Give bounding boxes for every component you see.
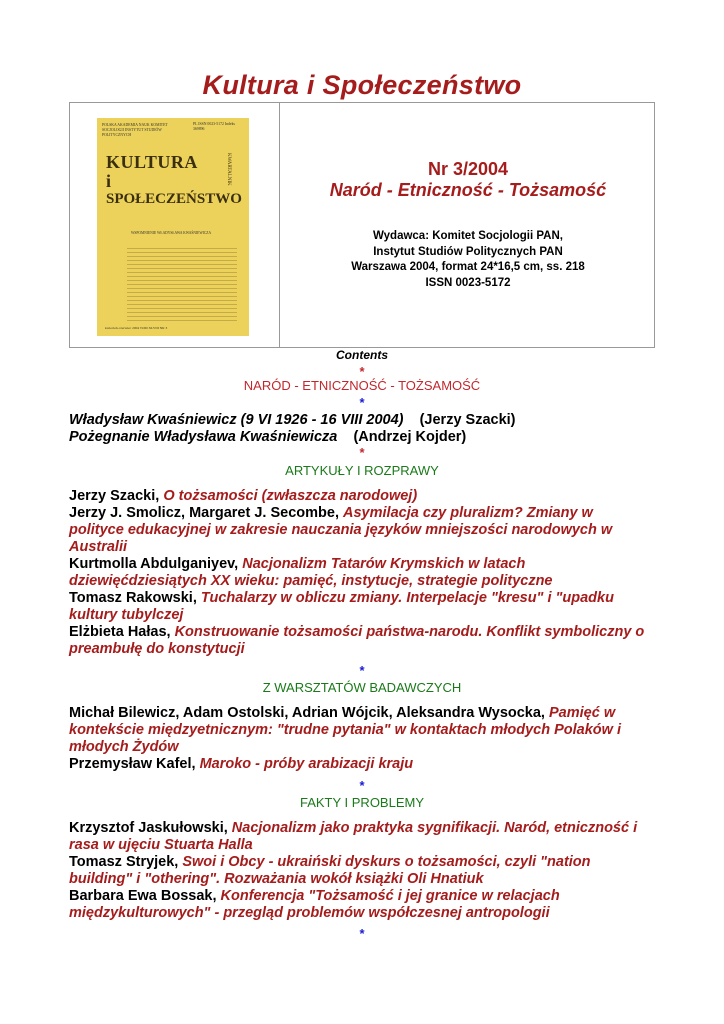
publisher-line: Warszawa 2004, format 24*16,5 cm, ss. 218 [351,261,585,273]
entry-title-cont: kontekście międzyetnicznym: "trudne pytania" w kontaktach młodych Polaków i [69,722,621,738]
issn-line: ISSN 0023-5172 [425,276,511,289]
entry-title-cont: dziewięćdziesiątych XX wieku: pamięć, instytucje, strategie polityczne [69,573,553,589]
memorial-entry [69,429,659,446]
separator-star: * [359,926,365,941]
article-entry [69,505,659,556]
entry-author: Jerzy J. Smolicz, Margaret J. Secombe, [69,505,344,521]
contents-label: Contents [336,348,388,362]
facts-entry [69,854,659,888]
article-entry [69,488,659,505]
publisher-line: Instytut Studiów Politycznych PAN [373,245,563,258]
entry-title-cont: rasa w ujęciu Stuarta Halla [69,837,253,853]
section-heading-workshop: Z WARSZTATÓW BADAWCZYCH [262,680,462,695]
separator-star: * [359,663,365,678]
entry-author: Tomasz Stryjek, [69,854,183,870]
entry-title: O tożsamości (zwłaszcza narodowej) [163,488,418,504]
cover-header: POLSKA AKADEMIA NAUK KOMITET SOCJOLOGII INSTYTUT STUDIÓW POLITYCZNYCH [102,123,168,137]
section-heading-nation: NARÓD - ETNICZNOŚĆ - TOŻSAMOŚĆ [243,378,481,393]
entry-title: Władysław Kwaśniewicz (9 VI 1926 - 16 VIII 2004) [69,412,404,428]
cover-subtitle: WSPOMNIENIE WŁADYSŁAWA KWAŚNIEWICZA [131,231,212,235]
journal-cover-image [97,118,249,336]
separator-star: * [359,395,365,410]
header-box [69,102,655,348]
entry-title-cont: building" i "othering". Rozważania wokół książki Oli Hnatiuk [69,871,484,887]
entry-author: Barbara Ewa Bossak, [69,888,221,904]
entry-author: Przemysław Kafel, [69,756,200,772]
entry-author: Kurtmolla Abdulganiyev, [69,556,243,572]
entry-title-cont: kultury tubylczej [69,607,184,623]
entry-title: Nacjonalizm Tatarów Krymskich w latach [242,556,526,572]
entry-title: Pożegnanie Władysława Kwaśniewicza [69,429,338,445]
article-entry [69,624,659,658]
cover-issn: PL ISSN 0023-5172 Indeks 369896 [193,122,235,131]
article-entry [69,556,659,590]
page-title: Kultura i Społeczeństwo [202,70,522,100]
issue-number: Nr 3/2004 [427,159,509,179]
entry-author: (Andrzej Kojder) [353,429,467,445]
publisher-info [280,229,656,291]
entry-title-cont: młodych Żydów [69,739,179,755]
cover-footer: kwiecień-czerwiec 2004 TOM XLVIII NR 3 [105,326,168,330]
facts-entry [69,888,659,922]
article-entry [69,590,659,624]
entry-title: Tuchalarzy w obliczu zmiany. Interpelacje "kresu" i "upadku [200,590,614,606]
separator-star: * [359,778,365,793]
entry-title: Swoi i Obcy - ukraiński dyskurs o tożsamości, czyli "nation [182,854,591,870]
section-heading-articles: ARTYKUŁY I ROZPRAWY [285,463,439,478]
workshop-entry [69,705,659,756]
entry-author: Michał Bilewicz, Adam Ostolski, Adrian Wójcik, Aleksandra Wysocka, [69,705,549,721]
separator-star: * [359,364,365,379]
entry-title: Maroko - próby arabizacji kraju [199,756,414,772]
entry-title-cont: Australii [69,539,128,555]
cover-title-line3: SPOŁECZEŃSTWO [106,191,242,207]
entry-author: Elżbieta Hałas, [69,624,175,640]
entry-title: Pamięć w [549,705,616,721]
entry-title: Asymilacja czy pluralizm? Zmiany w [343,505,593,521]
entry-title-cont: polityce edukacyjnej w zakresie nauczania języków mniejszości narodowych w [69,522,613,538]
section-heading-facts: FAKTY I PROBLEMY [299,795,425,810]
issue-theme: Naród - Etniczność - Tożsamość [329,180,607,200]
cover-side-text: KWARTALNIK [226,153,231,186]
memorial-entry [69,412,659,429]
cover-title-line2: i [106,171,112,191]
separator-star: * [359,445,365,460]
workshop-entry [69,756,659,773]
box-divider [279,103,280,347]
entry-title: Nacjonalizm jako praktyka sygnifikacji. Naród, etniczność i [231,820,638,836]
entry-author: Krzysztof Jaskułowski, [69,820,232,836]
cover-text-block [127,246,237,324]
entry-title: Konstruowanie tożsamości państwa-narodu. Konflikt symboliczny o [174,624,645,640]
entry-title-cont: preambułę do konstytucji [69,641,245,657]
entry-author: Jerzy Szacki, [69,488,164,504]
entry-author: Tomasz Rakowski, [69,590,201,606]
entry-title: Konferencja "Tożsamość i jej granice w relacjach [220,888,560,904]
entry-title-cont: międzykulturowych" - przegląd problemów współczesnej antropologii [69,905,550,921]
entry-author: (Jerzy Szacki) [419,412,516,428]
publisher-line: Wydawca: Komitet Socjologii PAN, [373,230,563,242]
facts-entry [69,820,659,854]
cover-title-line1: KULTURA [106,152,198,172]
issue-info [280,159,656,201]
